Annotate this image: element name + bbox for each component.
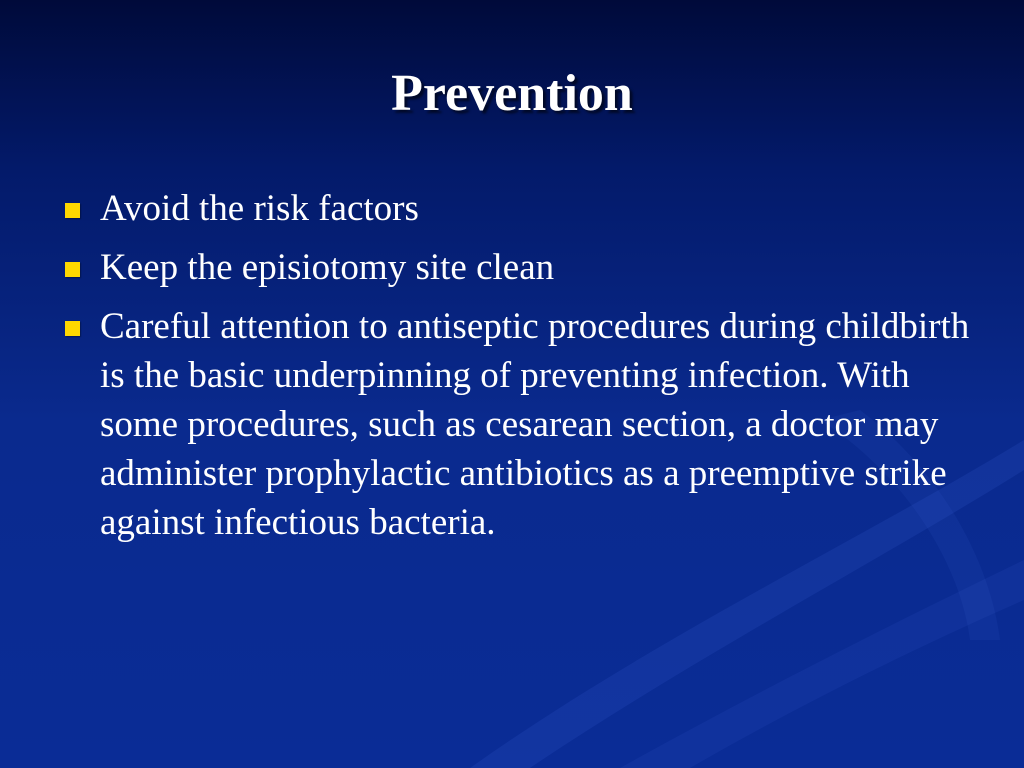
bullet-item	[62, 184, 972, 233]
swoosh-band-lower	[620, 560, 1024, 768]
yellow-square-bullet-icon	[65, 321, 80, 336]
bullet-list	[62, 184, 972, 557]
bullet-item	[62, 243, 972, 292]
bullet-text: Careful attention to antiseptic procedures during childbirth is the basic underpinning of preventing infection. With some procedures, such as cesarean section, a doctor may administer prophylactic antibiotics as a preemptive strike against infectious bacteria.	[100, 306, 970, 543]
bullet-text: Keep the episiotomy site clean	[100, 247, 555, 288]
slide-title: Prevention	[391, 65, 633, 122]
yellow-square-bullet-icon	[65, 262, 80, 277]
yellow-square-bullet-icon	[65, 203, 80, 218]
bullet-text: Avoid the risk factors	[100, 188, 419, 229]
bullet-item	[62, 302, 972, 547]
